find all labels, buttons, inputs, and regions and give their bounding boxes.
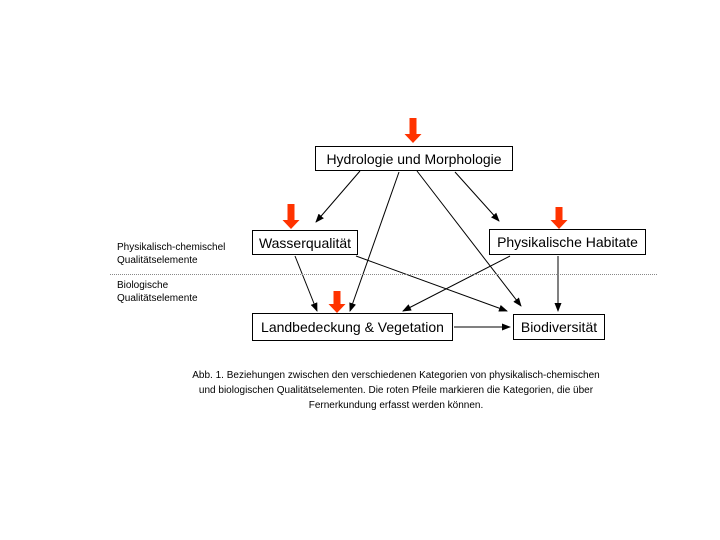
caption-line-1: Abb. 1. Beziehungen zwischen den verschiedenen Kategorien von physikalisch-chemischen — [192, 370, 600, 381]
caption-line-3: Fernerkundung erfasst werden können. — [308, 400, 484, 411]
node-landbedeckung-vegetation — [252, 313, 453, 341]
red-down-arrow-icon-wasserqualitaet — [283, 204, 300, 229]
edge-hydrologie-wasserqualitaet — [316, 171, 360, 222]
node-label: Landbedeckung & Vegetation — [261, 319, 444, 335]
node-biodiversitaet — [513, 314, 605, 340]
edge-wasserqualitaet-landbedeckung — [295, 256, 317, 311]
category-label-line: Qualitätselemente — [117, 293, 198, 304]
caption-line-2: und biologischen Qualitätselementen. Die roten Pfeile markieren die Kategorien, die über — [198, 385, 594, 396]
red-down-arrow-icon-hydrologie — [405, 118, 422, 143]
node-label: Hydrologie und Morphologie — [326, 150, 502, 167]
edge-wasserqualitaet-biodiversitaet — [356, 256, 507, 311]
node-label: Wasserqualität — [258, 234, 352, 251]
category-label-line: Biologische — [117, 280, 169, 291]
edge-hydrologie-physikalische-habitate — [455, 172, 499, 221]
edge-physikalische-habitate-landbedeckung — [403, 256, 510, 311]
category-label-line: Qualitätselemente — [117, 255, 198, 266]
category-divider-dotted-line — [110, 274, 657, 275]
red-down-arrow-icon-landbedeckung — [329, 291, 346, 313]
node-label: Biodiversität — [520, 319, 598, 335]
category-label-line: Physikalisch-chemischel — [117, 242, 226, 253]
node-wasserqualitaet — [252, 230, 358, 255]
node-physikalische-habitate — [489, 229, 646, 255]
node-hydrologie-und-morphologie — [315, 146, 513, 171]
red-down-arrow-icon-physikalische-habitate — [551, 207, 568, 229]
figure-caption — [36, 368, 720, 413]
node-label: Physikalische Habitate — [497, 234, 638, 250]
category-label-biologisch — [117, 279, 198, 305]
category-label-physikalisch-chemisch — [117, 241, 225, 267]
